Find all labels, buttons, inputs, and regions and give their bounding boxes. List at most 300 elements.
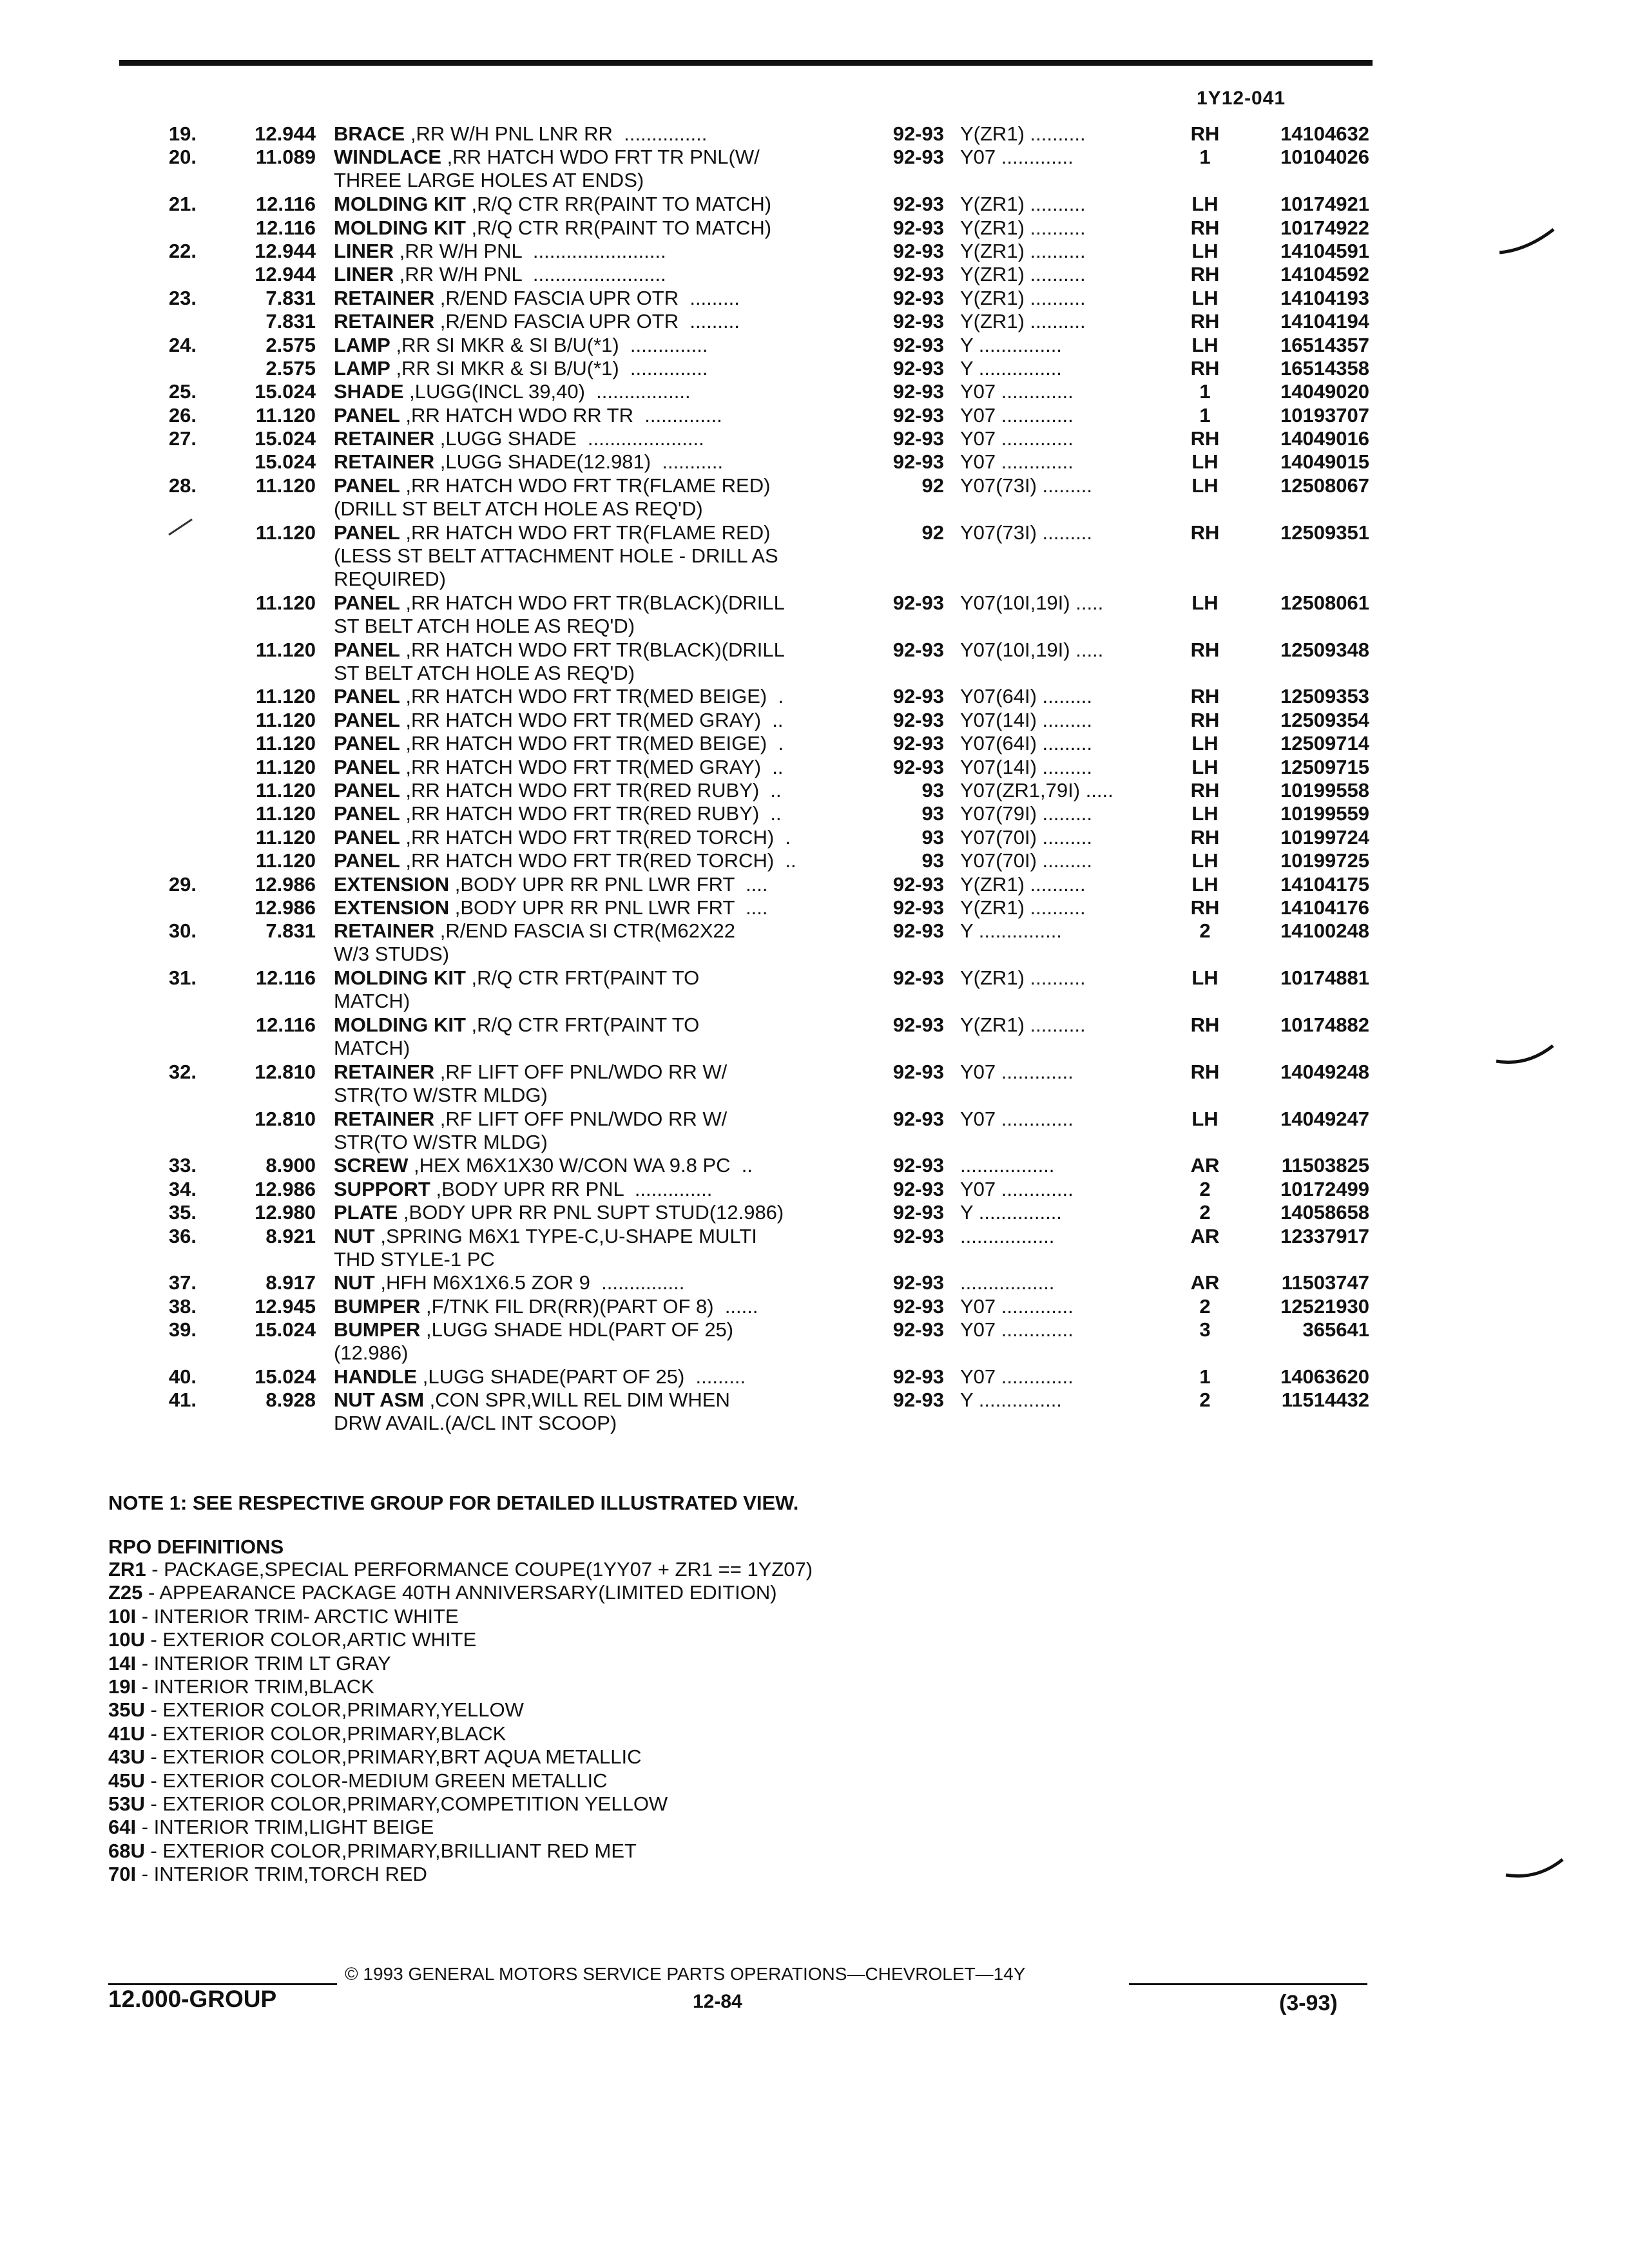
- description: [334, 216, 853, 240]
- rpo-item: [108, 1605, 813, 1628]
- quantity: RH: [1190, 685, 1220, 708]
- description: [334, 1318, 853, 1365]
- table-row: [0, 826, 1629, 849]
- rpo-code: 10U: [108, 1628, 145, 1651]
- group-number: 7.831: [265, 919, 316, 943]
- part-name: PANEL: [334, 638, 400, 661]
- part-detail: ,SPRING M6X1 TYPE-C,U-SHAPE MULTI THD STYLE-1 PC: [334, 1224, 757, 1271]
- part-detail: ,RR HATCH WDO FRT TR(MED GRAY) ..: [400, 755, 784, 778]
- part-number: 14104592: [1280, 263, 1369, 286]
- part-name: PANEL: [334, 685, 400, 708]
- part-name: BUMPER: [334, 1294, 421, 1318]
- part-detail: ,RR W/H PNL LNR RR ...............: [405, 122, 708, 145]
- ref-number: 22.: [168, 239, 197, 262]
- model-years: 92-93: [892, 1224, 944, 1247]
- table-row: [0, 450, 1629, 474]
- rpo-code: 64I: [108, 1816, 137, 1839]
- group-number: 11.120: [255, 591, 316, 614]
- part-name: RETAINER: [334, 286, 435, 309]
- rpo-item: [108, 1769, 813, 1792]
- group-number: 8.900: [265, 1154, 316, 1177]
- table-row: [0, 1201, 1629, 1224]
- part-name: WINDLACE: [334, 146, 442, 169]
- model-years: 92-93: [892, 1154, 944, 1177]
- model-years: 93: [921, 849, 944, 872]
- application: Y07(64I) .........: [960, 685, 1093, 708]
- part-detail: ,R/Q CTR FRT(PAINT TO MATCH): [334, 966, 700, 1013]
- ref-number: 21.: [168, 193, 197, 216]
- top-rule: [119, 60, 1373, 66]
- page-code: 1Y12-041: [1197, 88, 1286, 109]
- table-row: [0, 802, 1629, 825]
- group-number: 12.945: [255, 1294, 316, 1318]
- part-number: 12509351: [1280, 521, 1369, 544]
- application: .................: [960, 1154, 1055, 1177]
- part-name: PANEL: [334, 521, 400, 544]
- description: [334, 334, 853, 357]
- description: [334, 639, 853, 685]
- part-number: 365641: [1302, 1318, 1369, 1341]
- model-years: 92-93: [892, 193, 944, 216]
- application: Y(ZR1) ..........: [960, 239, 1086, 262]
- part-name: PANEL: [334, 708, 400, 731]
- rpo-code: 14I: [108, 1651, 137, 1675]
- rpo-code: 70I: [108, 1863, 137, 1886]
- application: Y(ZR1) ..........: [960, 216, 1086, 239]
- description: [334, 263, 853, 286]
- group-number: 8.917: [265, 1271, 316, 1294]
- footer-rule-left: [108, 1983, 337, 1985]
- rpo-description: - EXTERIOR COLOR,PRIMARY,COMPETITION YELLOW: [144, 1792, 668, 1815]
- model-years: 92-93: [892, 638, 944, 661]
- description: [334, 404, 853, 427]
- copyright: © 1993 GENERAL MOTORS SERVICE PARTS OPERATIONS—CHEVROLET—14Y: [345, 1964, 1026, 1984]
- rpo-item: [108, 1840, 813, 1863]
- quantity: RH: [1190, 122, 1220, 145]
- model-years: 92-93: [892, 239, 944, 262]
- model-years: 92-93: [892, 427, 944, 450]
- group-number: 11.120: [255, 474, 316, 497]
- description: [334, 1178, 853, 1201]
- quantity: LH: [1191, 966, 1219, 990]
- part-number: 10174922: [1280, 216, 1369, 239]
- quantity: AR: [1190, 1154, 1220, 1177]
- quantity: LH: [1191, 732, 1219, 755]
- description: [334, 1014, 853, 1060]
- description: [334, 310, 853, 333]
- part-name: PANEL: [334, 779, 400, 802]
- part-name: SHADE: [334, 380, 404, 403]
- rpo-code: Z25: [108, 1581, 143, 1604]
- quantity: LH: [1191, 802, 1219, 825]
- quantity: AR: [1190, 1271, 1220, 1294]
- rpo-code: 35U: [108, 1698, 145, 1722]
- description: [334, 193, 853, 216]
- description: [334, 450, 853, 474]
- part-name: RETAINER: [334, 450, 435, 474]
- description: [334, 873, 853, 896]
- part-name: SCREW: [334, 1154, 409, 1177]
- rpo-description: - EXTERIOR COLOR,PRIMARY,BRT AQUA METALLIC: [144, 1745, 642, 1769]
- table-row: [0, 216, 1629, 240]
- description: [334, 1295, 853, 1318]
- model-years: 92-93: [892, 1201, 944, 1224]
- part-detail: ,BODY UPR RR PNL LWR FRT ....: [449, 872, 768, 896]
- table-row: [0, 427, 1629, 450]
- rpo-code: 10I: [108, 1604, 137, 1628]
- table-row: [0, 474, 1629, 521]
- group-number: 11.120: [255, 685, 316, 708]
- footer-rule-right: [1129, 1983, 1367, 1985]
- rpo-description: - EXTERIOR COLOR,PRIMARY,BLACK: [144, 1722, 506, 1745]
- part-name: BUMPER: [334, 1318, 421, 1341]
- part-number: 10199559: [1280, 802, 1369, 825]
- part-detail: ,HEX M6X1X30 W/CON WA 9.8 PC ..: [408, 1154, 753, 1177]
- quantity: RH: [1190, 708, 1220, 731]
- part-detail: ,RR HATCH WDO FRT TR(BLACK)(DRILL ST BELT ATCH HOLE AS REQ'D): [334, 638, 785, 684]
- model-years: 92-93: [892, 708, 944, 731]
- rpo-item: [108, 1816, 813, 1839]
- rpo-description: - PACKAGE,SPECIAL PERFORMANCE COUPE(1YY07 + ZR1 == 1YZ07): [146, 1558, 813, 1581]
- group-number: 12.986: [255, 896, 316, 919]
- rpo-definitions-title: RPO DEFINITIONS: [108, 1535, 284, 1558]
- application: Y07(14I) .........: [960, 708, 1093, 731]
- description: [334, 779, 853, 802]
- rpo-description: - INTERIOR TRIM,TORCH RED: [136, 1863, 427, 1886]
- part-detail: ,RF LIFT OFF PNL/WDO RR W/ STR(TO W/STR MLDG): [334, 1107, 728, 1153]
- quantity: LH: [1191, 239, 1219, 262]
- ref-number: 33.: [168, 1154, 197, 1177]
- quantity: RH: [1190, 521, 1220, 544]
- application: Y07(73I) .........: [960, 474, 1093, 497]
- table-row: [0, 193, 1629, 216]
- ref-number: 39.: [168, 1318, 197, 1341]
- application: .................: [960, 1271, 1055, 1294]
- part-number: 10172499: [1280, 1177, 1369, 1200]
- part-detail: ,RR HATCH WDO FRT TR(MED BEIGE) .: [400, 685, 784, 708]
- description: [334, 1225, 853, 1271]
- ref-number: 28.: [168, 474, 197, 497]
- ref-number: 26.: [168, 403, 197, 427]
- part-detail: ,RR HATCH WDO RR TR ..............: [400, 403, 722, 427]
- part-name: LAMP: [334, 333, 390, 356]
- table-row: [0, 1271, 1629, 1294]
- part-detail: ,RR HATCH WDO FRT TR(BLACK)(DRILL ST BELT ATCH HOLE AS REQ'D): [334, 591, 785, 637]
- description: [334, 1108, 853, 1154]
- model-years: 92-93: [892, 1365, 944, 1388]
- rpo-description: - EXTERIOR COLOR-MEDIUM GREEN METALLIC: [144, 1769, 608, 1792]
- group-number: 11.120: [255, 849, 316, 872]
- part-number: 12508067: [1280, 474, 1369, 497]
- quantity: AR: [1190, 1224, 1220, 1247]
- rpo-item: [108, 1581, 813, 1604]
- part-detail: ,HFH M6X1X6.5 ZOR 9 ...............: [374, 1271, 685, 1294]
- table-row: [0, 1108, 1629, 1155]
- model-years: 92-93: [892, 919, 944, 943]
- part-name: BRACE: [334, 122, 405, 145]
- model-years: 92-93: [892, 1107, 944, 1130]
- model-years: 92-93: [892, 966, 944, 990]
- quantity: LH: [1191, 591, 1219, 614]
- group-number: 12.116: [255, 1013, 316, 1036]
- quantity: RH: [1190, 310, 1220, 333]
- part-name: NUT: [334, 1271, 375, 1294]
- model-years: 92-93: [892, 403, 944, 427]
- table-row: [0, 873, 1629, 896]
- application: Y ...............: [960, 919, 1062, 943]
- part-detail: ,RF LIFT OFF PNL/WDO RR W/ STR(TO W/STR MLDG): [334, 1060, 728, 1106]
- table-row: [0, 1178, 1629, 1201]
- part-detail: ,R/Q CTR FRT(PAINT TO MATCH): [334, 1013, 700, 1059]
- description: [334, 919, 853, 966]
- rpo-description: - INTERIOR TRIM,BLACK: [136, 1675, 374, 1698]
- part-number: 12509353: [1280, 685, 1369, 708]
- quantity: RH: [1190, 825, 1220, 849]
- table-row: [0, 1318, 1629, 1365]
- application: Y07 .............: [960, 403, 1074, 427]
- part-number: 14049015: [1280, 450, 1369, 474]
- quantity: 1: [1199, 380, 1211, 403]
- part-number: 12509715: [1280, 755, 1369, 778]
- description: [334, 849, 853, 872]
- model-years: 92-93: [892, 1060, 944, 1083]
- ref-number: 25.: [168, 380, 197, 403]
- pen-mark: [1505, 1856, 1566, 1885]
- description: [334, 287, 853, 310]
- table-row: [0, 1154, 1629, 1177]
- description: [334, 380, 853, 403]
- group-number: 12.116: [255, 193, 316, 216]
- description: [334, 474, 853, 521]
- part-detail: ,F/TNK FIL DR(RR)(PART OF 8) ......: [420, 1294, 758, 1318]
- description: [334, 521, 853, 591]
- part-number: 11514432: [1281, 1389, 1369, 1412]
- application: Y(ZR1) ..........: [960, 193, 1086, 216]
- pen-mark: [1498, 226, 1556, 258]
- part-number: 10174921: [1280, 193, 1369, 216]
- part-number: 12521930: [1280, 1294, 1369, 1318]
- group-number: 11.120: [255, 779, 316, 802]
- application: Y07(ZR1,79I) .....: [960, 779, 1113, 802]
- quantity: 1: [1199, 1365, 1211, 1388]
- table-row: [0, 709, 1629, 732]
- group-label: 12.000-GROUP: [108, 1986, 277, 2012]
- pen-mark: [1495, 1041, 1556, 1070]
- model-years: 92-93: [892, 732, 944, 755]
- ref-number: 35.: [168, 1201, 197, 1224]
- group-number: 11.120: [255, 732, 316, 755]
- quantity: LH: [1191, 849, 1219, 872]
- application: Y07(70I) .........: [960, 825, 1093, 849]
- rpo-description: - INTERIOR TRIM,LIGHT BEIGE: [136, 1816, 434, 1839]
- group-number: 7.831: [265, 286, 316, 309]
- quantity: LH: [1191, 333, 1219, 356]
- table-row: [0, 896, 1629, 919]
- model-years: 93: [921, 779, 944, 802]
- ref-number: 40.: [168, 1365, 197, 1388]
- part-name: EXTENSION: [334, 872, 450, 896]
- rpo-description: - INTERIOR TRIM- ARCTIC WHITE: [136, 1604, 459, 1628]
- group-number: 12.944: [255, 122, 316, 145]
- table-row: [0, 404, 1629, 427]
- group-number: 11.120: [255, 708, 316, 731]
- application: Y(ZR1) ..........: [960, 872, 1086, 896]
- part-detail: ,RR SI MKR & SI B/U(*1) ..............: [390, 333, 708, 356]
- table-row: [0, 591, 1629, 639]
- part-number: 14049020: [1280, 380, 1369, 403]
- description: [334, 1061, 853, 1107]
- group-number: 11.089: [255, 146, 316, 169]
- group-number: 8.928: [265, 1389, 316, 1412]
- group-number: 15.024: [255, 1365, 316, 1388]
- description: [334, 122, 853, 146]
- ref-number: 20.: [168, 146, 197, 169]
- rpo-item: [108, 1675, 813, 1698]
- part-detail: ,RR W/H PNL ........................: [394, 239, 666, 262]
- model-years: 93: [921, 802, 944, 825]
- table-row: [0, 357, 1629, 380]
- table-row: [0, 756, 1629, 779]
- part-detail: ,R/END FASCIA UPR OTR .........: [434, 310, 740, 333]
- part-detail: ,LUGG SHADE HDL(PART OF 25) (12.986): [334, 1318, 734, 1365]
- application: Y07(10I,19I) .....: [960, 638, 1104, 661]
- description: [334, 732, 853, 755]
- group-number: 15.024: [255, 450, 316, 474]
- part-name: PANEL: [334, 825, 400, 849]
- part-detail: ,LUGG(INCL 39,40) .................: [403, 380, 691, 403]
- application: Y(ZR1) ..........: [960, 1013, 1086, 1036]
- part-detail: ,RR HATCH WDO FRT TR(RED RUBY) ..: [400, 779, 782, 802]
- part-number: 16514358: [1280, 356, 1369, 380]
- table-row: [0, 287, 1629, 310]
- model-years: 92-93: [892, 591, 944, 614]
- model-years: 92-93: [892, 1177, 944, 1200]
- part-number: 12508061: [1280, 591, 1369, 614]
- ref-number: 37.: [168, 1271, 197, 1294]
- part-number: 14100248: [1280, 919, 1369, 943]
- group-number: 12.116: [255, 216, 316, 239]
- group-number: 2.575: [265, 356, 316, 380]
- description: [334, 802, 853, 825]
- application: Y(ZR1) ..........: [960, 966, 1086, 990]
- description: [334, 240, 853, 263]
- part-detail: ,BODY UPR RR PNL ..............: [430, 1177, 713, 1200]
- ref-number: 31.: [168, 966, 197, 990]
- model-years: 92-93: [892, 122, 944, 145]
- group-number: 11.120: [255, 802, 316, 825]
- model-years: 92-93: [892, 216, 944, 239]
- quantity: LH: [1191, 193, 1219, 216]
- part-name: PANEL: [334, 849, 400, 872]
- description: [334, 896, 853, 919]
- part-name: SUPPORT: [334, 1177, 430, 1200]
- rpo-description: - EXTERIOR COLOR,ARTIC WHITE: [144, 1628, 477, 1651]
- table-row: [0, 919, 1629, 966]
- part-number: 14049016: [1280, 427, 1369, 450]
- model-years: 92-93: [892, 872, 944, 896]
- application: Y07 .............: [960, 1318, 1074, 1341]
- rpo-item: [108, 1745, 813, 1769]
- table-row: [0, 639, 1629, 686]
- part-number: 10199724: [1280, 825, 1369, 849]
- part-number: 11503825: [1281, 1154, 1369, 1177]
- rpo-description: - INTERIOR TRIM LT GRAY: [136, 1651, 391, 1675]
- group-number: 11.120: [255, 638, 316, 661]
- part-number: 14104632: [1280, 122, 1369, 145]
- part-number: 14058658: [1280, 1201, 1369, 1224]
- table-row: [0, 146, 1629, 193]
- table-row: [0, 1014, 1629, 1061]
- model-years: 93: [921, 825, 944, 849]
- part-name: LINER: [334, 239, 394, 262]
- part-name: PANEL: [334, 755, 400, 778]
- description: [334, 1365, 853, 1389]
- rpo-description: - EXTERIOR COLOR,PRIMARY,BRILLIANT RED MET: [144, 1839, 637, 1862]
- application: Y07 .............: [960, 427, 1074, 450]
- quantity: RH: [1190, 1013, 1220, 1036]
- model-years: 92-93: [892, 263, 944, 286]
- description: [334, 685, 853, 708]
- model-years: 92-93: [892, 146, 944, 169]
- rpo-item: [108, 1792, 813, 1816]
- ref-number: 32.: [168, 1060, 197, 1083]
- rpo-code: ZR1: [108, 1558, 146, 1581]
- application: Y(ZR1) ..........: [960, 122, 1086, 145]
- part-name: PLATE: [334, 1201, 398, 1224]
- table-row: [0, 263, 1629, 286]
- part-number: 12509348: [1280, 638, 1369, 661]
- application: Y07 .............: [960, 1060, 1074, 1083]
- group-number: 12.980: [255, 1201, 316, 1224]
- part-detail: ,RR HATCH WDO FRT TR(MED GRAY) ..: [400, 708, 784, 731]
- application: Y(ZR1) ..........: [960, 896, 1086, 919]
- part-name: RETAINER: [334, 919, 435, 943]
- rpo-code: 19I: [108, 1675, 137, 1698]
- group-number: 12.116: [255, 966, 316, 990]
- part-name: RETAINER: [334, 1060, 435, 1083]
- table-row: [0, 732, 1629, 755]
- part-number: 10104026: [1280, 146, 1369, 169]
- group-number: 12.944: [255, 239, 316, 262]
- application: Y ...............: [960, 1201, 1062, 1224]
- application: Y07(79I) .........: [960, 802, 1093, 825]
- part-detail: ,R/Q CTR RR(PAINT TO MATCH): [465, 193, 772, 216]
- rpo-item: [108, 1722, 813, 1745]
- part-number: 10193707: [1280, 403, 1369, 427]
- quantity: LH: [1191, 286, 1219, 309]
- part-detail: ,LUGG SHADE .....................: [434, 427, 704, 450]
- application: Y07(73I) .........: [960, 521, 1093, 544]
- part-number: 10174882: [1280, 1013, 1369, 1036]
- rpo-code: 53U: [108, 1792, 145, 1815]
- model-years: 92-93: [892, 310, 944, 333]
- part-detail: ,LUGG SHADE(12.981) ...........: [434, 450, 724, 474]
- quantity: 2: [1199, 1294, 1211, 1318]
- part-name: LINER: [334, 263, 394, 286]
- description: [334, 591, 853, 638]
- description: [334, 826, 853, 849]
- part-number: 14104176: [1280, 896, 1369, 919]
- part-number: 14104591: [1280, 239, 1369, 262]
- ref-number: 30.: [168, 919, 197, 943]
- model-years: 92-93: [892, 1271, 944, 1294]
- model-years: 92-93: [892, 1013, 944, 1036]
- part-detail: ,RR SI MKR & SI B/U(*1) ..............: [390, 356, 708, 380]
- rpo-description: - EXTERIOR COLOR,PRIMARY,YELLOW: [144, 1698, 524, 1722]
- ref-number: 27.: [168, 427, 197, 450]
- model-years: 92: [921, 521, 944, 544]
- date-code: (3-93): [1279, 1991, 1338, 2015]
